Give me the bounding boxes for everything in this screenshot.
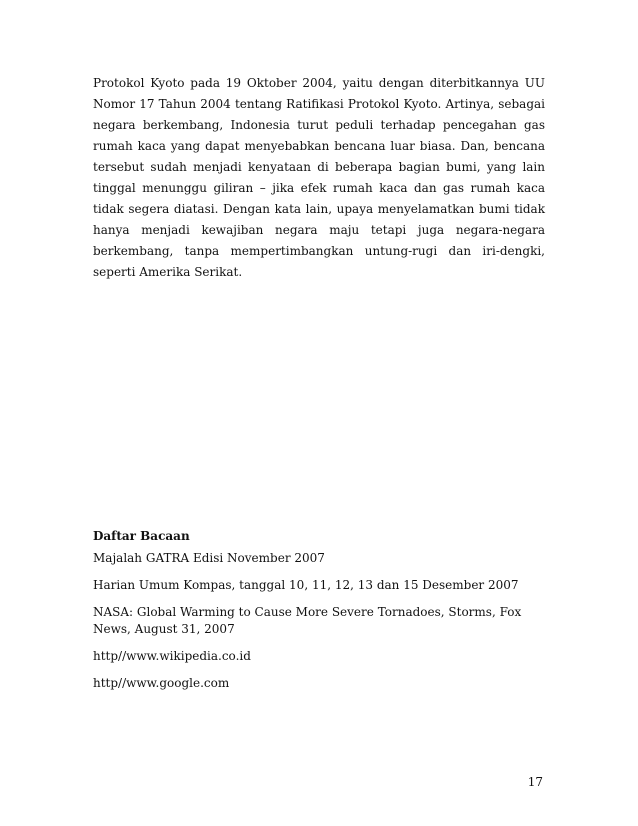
reference-item: NASA: Global Warming to Cause More Severe Tornadoes, Storms, Fox News, August 31, 2007: [93, 605, 522, 636]
reference-item: Harian Umum Kompas, tanggal 10, 11, 12, 13 dan 15 Desember 2007: [93, 578, 519, 592]
reference-item: http//www.wikipedia.co.id: [93, 649, 251, 663]
page-number: 17: [527, 775, 543, 789]
references-list: [93, 550, 545, 702]
reference-item: http//www.google.com: [93, 676, 230, 690]
references-heading: Daftar Bacaan: [93, 529, 190, 543]
body-paragraph: Protokol Kyoto pada 19 Oktober 2004, yaitu dengan diterbitkannya UU Nomor 17 Tahun 2004 tentang Ratifikasi Protokol Kyoto. Artinya, sebagai negara berkembang, Indonesia turut peduli terhadap pencegahan gas rumah kaca yang dapat menyebabkan bencana luar biasa. Dan, bencana tersebut sudah menjadi kenyataan di beberapa bagian bumi, yang lain tinggal menunggu giliran – jika efek rumah kaca dan gas rumah kaca tidak segera diatasi. Dengan kata lain, upaya menyelamatkan bumi tidak hanya menjadi kewajiban negara maju tetapi juga negara-negara berkembang, tanpa mempertimbangkan untung-rugi dan iri-dengki, seperti Amerika Serikat.: [93, 76, 545, 279]
reference-item: Majalah GATRA Edisi November 2007: [93, 551, 325, 565]
